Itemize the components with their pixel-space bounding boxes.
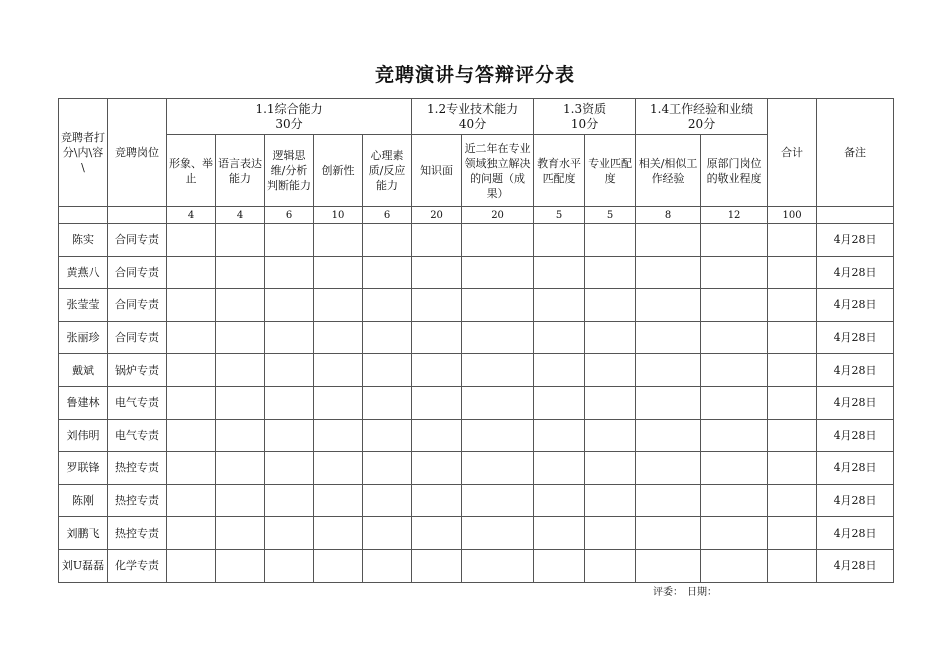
judge-label: 评委：: [653, 587, 683, 598]
score-cell[interactable]: [636, 517, 701, 550]
group-header-4: 1.4工作经验和业绩 20分: [636, 99, 768, 135]
table-row: [59, 452, 894, 485]
table-row: [59, 484, 894, 517]
score-cell[interactable]: [585, 256, 636, 289]
score-cell[interactable]: [265, 354, 314, 387]
score-cell[interactable]: [534, 386, 585, 419]
score-cell[interactable]: [216, 517, 265, 550]
remarks-date: 4月28日: [817, 354, 894, 387]
score-cell[interactable]: [363, 452, 412, 485]
score-cell[interactable]: [167, 484, 216, 517]
score-cell[interactable]: [167, 321, 216, 354]
candidate-post: 电气专责: [108, 419, 167, 452]
score-cell[interactable]: [167, 386, 216, 419]
score-cell[interactable]: [363, 224, 412, 257]
score-cell[interactable]: [216, 419, 265, 452]
score-cell[interactable]: [265, 549, 314, 582]
total-cell[interactable]: [768, 321, 817, 354]
criterion-header: 形象、举止: [167, 135, 216, 207]
remarks-date: 4月28日: [817, 549, 894, 582]
candidate-name: 罗联锋: [59, 452, 108, 485]
total-weight-cell: 100: [768, 207, 817, 224]
score-cell[interactable]: [534, 419, 585, 452]
candidate-post: 合同专责: [108, 321, 167, 354]
score-cell[interactable]: [167, 256, 216, 289]
score-cell[interactable]: [462, 386, 534, 419]
score-cell[interactable]: [167, 289, 216, 322]
score-cell[interactable]: [363, 419, 412, 452]
score-cell[interactable]: [363, 484, 412, 517]
score-cell[interactable]: [167, 517, 216, 550]
date-label: 日期：: [687, 587, 717, 598]
score-cell[interactable]: [412, 517, 462, 550]
score-cell[interactable]: [363, 256, 412, 289]
candidate-name: 刘鹏飞: [59, 517, 108, 550]
remarks-date: 4月28日: [817, 256, 894, 289]
criterion-header: 心理素质/反应能力: [363, 135, 412, 207]
group-header-2: 1.2专业技术能力 40分: [412, 99, 534, 135]
score-cell[interactable]: [701, 386, 768, 419]
remarks-date: 4月28日: [817, 452, 894, 485]
score-cell[interactable]: [636, 321, 701, 354]
score-cell[interactable]: [636, 256, 701, 289]
table-row: [59, 354, 894, 387]
candidate-post: 热控专责: [108, 452, 167, 485]
criterion-header: 创新性: [314, 135, 363, 207]
candidate-name: 戴斌: [59, 354, 108, 387]
score-cell[interactable]: [585, 224, 636, 257]
remarks-header: 备注: [817, 99, 894, 207]
score-cell[interactable]: [363, 386, 412, 419]
weight-cell: 6: [265, 207, 314, 224]
score-cell[interactable]: [314, 224, 363, 257]
score-cell[interactable]: [462, 321, 534, 354]
weight-cell: 20: [412, 207, 462, 224]
score-cell[interactable]: [585, 452, 636, 485]
criterion-header: 逻辑思维/分析判断能力: [265, 135, 314, 207]
total-cell[interactable]: [768, 484, 817, 517]
weight-cell-empty: [108, 207, 167, 224]
score-cell[interactable]: [265, 517, 314, 550]
score-cell[interactable]: [534, 517, 585, 550]
score-cell[interactable]: [462, 419, 534, 452]
score-cell[interactable]: [534, 549, 585, 582]
table-row: [59, 256, 894, 289]
total-cell[interactable]: [768, 354, 817, 387]
score-cell[interactable]: [167, 452, 216, 485]
candidate-name: 张丽珍: [59, 321, 108, 354]
score-cell[interactable]: [585, 289, 636, 322]
score-cell[interactable]: [216, 354, 265, 387]
score-cell[interactable]: [585, 386, 636, 419]
signature-footer: [653, 583, 721, 598]
score-cell[interactable]: [462, 549, 534, 582]
table-row: [59, 289, 894, 322]
weight-cell-empty: [59, 207, 108, 224]
candidate-post: 电气专责: [108, 386, 167, 419]
score-cell[interactable]: [636, 484, 701, 517]
score-cell[interactable]: [701, 419, 768, 452]
candidate-post: 合同专责: [108, 224, 167, 257]
candidate-name: 陈刚: [59, 484, 108, 517]
criterion-header: 知识面: [412, 135, 462, 207]
rater-header: 竞聘者打分\内\容\: [59, 99, 108, 207]
score-cell[interactable]: [314, 256, 363, 289]
score-cell[interactable]: [412, 224, 462, 257]
weight-cell: 8: [636, 207, 701, 224]
criterion-header: 教育水平匹配度: [534, 135, 585, 207]
post-header: 竞聘岗位: [108, 99, 167, 207]
score-cell[interactable]: [216, 549, 265, 582]
score-cell[interactable]: [265, 256, 314, 289]
candidate-name: 陈实: [59, 224, 108, 257]
score-cell[interactable]: [412, 386, 462, 419]
weight-cell: 12: [701, 207, 768, 224]
score-cell[interactable]: [534, 321, 585, 354]
table-row: [59, 224, 894, 257]
candidate-post: 锅炉专责: [108, 354, 167, 387]
score-cell[interactable]: [412, 289, 462, 322]
score-cell[interactable]: [636, 354, 701, 387]
candidate-name: 刘伟明: [59, 419, 108, 452]
score-cell[interactable]: [636, 549, 701, 582]
score-cell[interactable]: [412, 354, 462, 387]
group-header-3: 1.3资质 10分: [534, 99, 636, 135]
criterion-header: 语言表达能力: [216, 135, 265, 207]
score-cell[interactable]: [534, 484, 585, 517]
score-cell[interactable]: [636, 289, 701, 322]
candidate-name: 刘U磊磊: [59, 549, 108, 582]
score-cell[interactable]: [167, 354, 216, 387]
score-cell[interactable]: [265, 386, 314, 419]
score-cell[interactable]: [216, 386, 265, 419]
score-cell[interactable]: [701, 354, 768, 387]
score-cell[interactable]: [462, 354, 534, 387]
score-cell[interactable]: [585, 321, 636, 354]
score-cell[interactable]: [265, 419, 314, 452]
total-cell[interactable]: [768, 224, 817, 257]
score-cell[interactable]: [412, 419, 462, 452]
candidate-post: 热控专责: [108, 484, 167, 517]
score-cell[interactable]: [534, 256, 585, 289]
score-cell[interactable]: [314, 452, 363, 485]
score-cell[interactable]: [412, 452, 462, 485]
score-cell[interactable]: [265, 289, 314, 322]
score-cell[interactable]: [167, 224, 216, 257]
score-cell[interactable]: [167, 549, 216, 582]
table-row: [59, 386, 894, 419]
score-cell[interactable]: [636, 386, 701, 419]
score-cell[interactable]: [363, 549, 412, 582]
criterion-header: 专业匹配度: [585, 135, 636, 207]
score-cell[interactable]: [314, 484, 363, 517]
candidate-post: 合同专责: [108, 256, 167, 289]
criterion-header: 相关/相似工作经验: [636, 135, 701, 207]
remarks-date: 4月28日: [817, 289, 894, 322]
score-cell[interactable]: [216, 321, 265, 354]
score-cell[interactable]: [534, 452, 585, 485]
score-cell[interactable]: [585, 517, 636, 550]
weight-cell-empty: [817, 207, 894, 224]
score-cell[interactable]: [314, 517, 363, 550]
score-cell[interactable]: [363, 517, 412, 550]
total-cell[interactable]: [768, 256, 817, 289]
score-cell[interactable]: [167, 419, 216, 452]
score-cell[interactable]: [216, 484, 265, 517]
candidate-rows: [59, 224, 894, 583]
weight-cell: 4: [216, 207, 265, 224]
score-cell[interactable]: [462, 452, 534, 485]
remarks-date: 4月28日: [817, 224, 894, 257]
score-cell[interactable]: [314, 321, 363, 354]
score-cell[interactable]: [534, 289, 585, 322]
score-cell[interactable]: [216, 256, 265, 289]
candidate-name: 黄燕八: [59, 256, 108, 289]
remarks-date: 4月28日: [817, 386, 894, 419]
table-row: [59, 419, 894, 452]
candidate-post: 合同专责: [108, 289, 167, 322]
score-cell[interactable]: [636, 224, 701, 257]
score-cell[interactable]: [701, 484, 768, 517]
score-cell[interactable]: [265, 321, 314, 354]
score-cell[interactable]: [585, 419, 636, 452]
score-cell[interactable]: [462, 289, 534, 322]
score-cell[interactable]: [412, 549, 462, 582]
score-cell[interactable]: [314, 289, 363, 322]
score-cell[interactable]: [363, 321, 412, 354]
weight-cell: 5: [585, 207, 636, 224]
weight-cell: 10: [314, 207, 363, 224]
table-row: [59, 517, 894, 550]
score-cell[interactable]: [314, 419, 363, 452]
criterion-header: 原部门岗位的敬业程度: [701, 135, 768, 207]
score-cell[interactable]: [462, 517, 534, 550]
total-header: 合计: [768, 99, 817, 207]
candidate-name: 张莹莹: [59, 289, 108, 322]
total-cell[interactable]: [768, 517, 817, 550]
total-cell[interactable]: [768, 549, 817, 582]
score-cell[interactable]: [314, 354, 363, 387]
remarks-date: 4月28日: [817, 419, 894, 452]
scoring-table: [58, 98, 894, 583]
score-cell[interactable]: [216, 224, 265, 257]
remarks-date: 4月28日: [817, 321, 894, 354]
score-cell[interactable]: [462, 256, 534, 289]
score-cell[interactable]: [701, 549, 768, 582]
score-cell[interactable]: [412, 256, 462, 289]
weight-cell: 4: [167, 207, 216, 224]
score-cell[interactable]: [701, 224, 768, 257]
total-cell[interactable]: [768, 419, 817, 452]
total-cell[interactable]: [768, 452, 817, 485]
score-cell[interactable]: [265, 224, 314, 257]
score-cell[interactable]: [585, 549, 636, 582]
remarks-date: 4月28日: [817, 484, 894, 517]
score-cell[interactable]: [363, 289, 412, 322]
candidate-post: 热控专责: [108, 517, 167, 550]
score-cell[interactable]: [363, 354, 412, 387]
table-row: [59, 321, 894, 354]
score-cell[interactable]: [412, 321, 462, 354]
score-cell[interactable]: [265, 452, 314, 485]
candidate-name: 鲁建林: [59, 386, 108, 419]
remarks-date: 4月28日: [817, 517, 894, 550]
weight-cell: 5: [534, 207, 585, 224]
score-cell[interactable]: [462, 224, 534, 257]
score-cell[interactable]: [701, 289, 768, 322]
total-cell[interactable]: [768, 386, 817, 419]
score-cell[interactable]: [636, 452, 701, 485]
page-title: 竞聘演讲与答辩评分表: [374, 64, 575, 86]
score-cell[interactable]: [636, 419, 701, 452]
score-cell[interactable]: [412, 484, 462, 517]
group-header-1: 1.1综合能力 30分: [167, 99, 412, 135]
score-cell[interactable]: [462, 484, 534, 517]
criterion-header: 近二年在专业领域独立解决的问题（成果）: [462, 135, 534, 207]
score-cell[interactable]: [534, 354, 585, 387]
weight-cell: 20: [462, 207, 534, 224]
score-cell[interactable]: [585, 484, 636, 517]
score-cell[interactable]: [216, 452, 265, 485]
score-cell[interactable]: [701, 517, 768, 550]
score-cell[interactable]: [701, 256, 768, 289]
score-cell[interactable]: [314, 386, 363, 419]
score-cell[interactable]: [701, 321, 768, 354]
score-cell[interactable]: [314, 549, 363, 582]
score-cell[interactable]: [534, 224, 585, 257]
table-row: [59, 549, 894, 582]
weight-cell: 6: [363, 207, 412, 224]
candidate-post: 化学专责: [108, 549, 167, 582]
total-cell[interactable]: [768, 289, 817, 322]
weight-row: [59, 207, 894, 224]
score-cell[interactable]: [585, 354, 636, 387]
score-cell[interactable]: [701, 452, 768, 485]
score-cell[interactable]: [265, 484, 314, 517]
score-cell[interactable]: [216, 289, 265, 322]
